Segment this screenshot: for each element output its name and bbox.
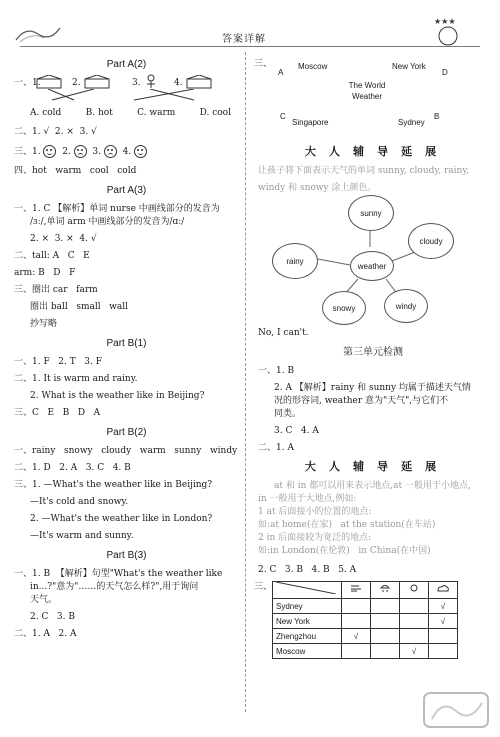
bubble-snowy: snowy <box>322 291 366 325</box>
part-b2-line: 三、1. —What's the weather like in Beijing? <box>14 480 213 490</box>
diagonal-line <box>276 582 336 594</box>
part-b2-line: 二、1. D 2. A 3. C 4. B <box>14 463 131 473</box>
logo-swirl-icon <box>14 22 62 44</box>
part-b1-line: 一、1. F 2. T 3. F <box>14 357 103 367</box>
bubble-windy: windy <box>384 289 428 323</box>
page-header <box>0 0 500 50</box>
weather-table-block: 三、 Sydney √ New York √ Zhengzhou √ Moscow √ <box>258 581 488 659</box>
part-b1-title: Part B(1) <box>106 338 147 349</box>
part-a3-line: 一、1. C 【解析】单词 nurse 中画线部分的发音为 <box>14 204 220 214</box>
star-badge-icon <box>426 14 470 46</box>
part-a2-title: Part A(2) <box>106 59 147 70</box>
part-a3-line: 圈出 ball small wall <box>30 302 129 312</box>
part-b3-line: 一、1. B 【解析】句型"What's the weather like <box>14 569 223 579</box>
part-b3-line: in...?"意为"……的天气怎么样?",用于询问 <box>30 582 199 592</box>
watermark-logo-icon <box>422 691 492 731</box>
table-header-row <box>273 582 458 599</box>
smile-face-icon <box>43 145 56 158</box>
table-row: New York √ <box>273 614 458 629</box>
part-b3-line: 2. C 3. B <box>30 612 75 622</box>
weather-bubble-diagram <box>258 199 488 319</box>
header-rule <box>20 46 480 47</box>
part-a2-q4: 四、hot warm cool cold <box>14 166 137 176</box>
ext1-text: 让孩子将下面表示天气的单词 sunny, cloudy, rainy, <box>258 166 470 176</box>
house-icon <box>186 75 214 89</box>
smile-face-icon <box>134 145 147 158</box>
ext2-line: 1 at 后面接小的位置的地点: <box>258 507 372 517</box>
q2-answers: 2. C 3. B 4. B 5. A <box>258 565 357 575</box>
part-b2-line: —It's warm and sunny. <box>30 531 134 541</box>
part-a2-q2: 二、1. √ 2. × 3. √ <box>14 127 97 137</box>
part-a3-line: 三、圈出 car farm <box>14 285 98 295</box>
bubble-sunny: sunny <box>348 195 394 231</box>
part-b1-line: 二、1. It is warm and rainy. <box>14 374 138 384</box>
windy-icon <box>349 583 363 593</box>
unit3-title: 第三单元检测 <box>343 347 403 358</box>
unit3-line: 况的形容词, weather 意为"天气",与它们不 <box>274 396 449 406</box>
part-a3-line: 2. × 3. × 4. √ <box>30 234 97 244</box>
ext2-title: 大 人 辅 导 延 展 <box>304 461 442 473</box>
weather-table <box>272 581 458 659</box>
cloudy-icon <box>436 583 450 593</box>
rainy-icon <box>378 583 392 593</box>
bubble-weather: weather <box>350 251 394 281</box>
part-b1-line: 2. What is the weather like in Beijing? <box>30 391 205 401</box>
part-b2-line: —It's cold and snowy. <box>30 497 129 507</box>
house-icon <box>84 75 112 89</box>
part-b1-line: 三、C E B D A <box>14 408 101 418</box>
ext2-line: at 和 in 都可以用来表示地点,at 一般用于小地点, <box>274 481 471 491</box>
right-column <box>254 52 488 659</box>
table-row: Sydney √ <box>273 599 458 614</box>
sad-face-icon <box>74 145 87 158</box>
part-b2-line: 2. —What's the weather like in London? <box>30 514 213 524</box>
part-a3-line: arm: B D F <box>14 268 76 278</box>
part-a3-title: Part A(3) <box>106 185 147 196</box>
table-row: Moscow √ <box>273 644 458 659</box>
svg-text:★★★: ★★★ <box>434 17 456 26</box>
part-b2-title: Part B(2) <box>106 427 147 438</box>
column-divider <box>245 52 246 712</box>
unit3-line: 一、1. B <box>258 366 295 376</box>
ext2-line: 如:in London(在伦敦) in China(在中国) <box>258 546 431 556</box>
part-a3-line: 抄写略 <box>30 319 58 329</box>
table-row: Zhengzhou √ <box>273 629 458 644</box>
ext2-line: 2 in 后面接较为宽泛的地点: <box>258 533 372 543</box>
part-a2-q1: 一、1. 2. 3. 4. <box>14 77 239 107</box>
unit3-line: 2. A 【解析】rainy 和 sunny 均属于描述天气情 <box>274 383 471 393</box>
bubble-rainy: rainy <box>272 243 318 279</box>
unit3-line: 二、1. A <box>258 443 294 453</box>
unit3-line: 同类。 <box>274 409 302 419</box>
world-weather-map: 三、 A Moscow New York D The World Weather C Singapore Sydney B <box>254 59 448 127</box>
part-b3-line: 天气。 <box>30 595 58 605</box>
part-b2-line: 一、rainy snowy cloudy warm sunny windy <box>14 446 238 456</box>
part-a2-options: A. cold B. hot C. warm D. cool <box>30 108 231 118</box>
part-b3-title: Part B(3) <box>106 550 147 561</box>
part-a2-q3: 三、1. 2. 3. 4. <box>14 145 239 159</box>
ext1-title: 大 人 辅 导 延 展 <box>304 146 442 158</box>
sad-face-icon <box>104 145 117 158</box>
sunny-icon <box>407 583 421 593</box>
bubble-cloudy: cloudy <box>408 223 454 259</box>
unit3-line: 3. C 4. A <box>274 426 319 436</box>
part-a3-line: /ɜː/,单词 arm 中画线部分的发音为/ɑː/ <box>30 217 185 227</box>
ext2-line: 如:at home(在家) at the station(在车站) <box>258 520 436 530</box>
ext1-text: windy 和 snowy 涂上颜色。 <box>258 183 377 193</box>
matching-lines <box>34 89 214 101</box>
header-title: 答案详解 <box>222 34 266 45</box>
child-icon <box>144 74 158 90</box>
left-column <box>14 52 239 641</box>
part-b3-line: 二、1. A 2. A <box>14 629 77 639</box>
house-icon <box>36 75 64 89</box>
ext2-line: in 一般用于大地点,例如: <box>258 494 357 504</box>
part-a3-line: 二、tall: A C E <box>14 251 90 261</box>
ext1-answer: No, I can't. <box>258 328 309 338</box>
